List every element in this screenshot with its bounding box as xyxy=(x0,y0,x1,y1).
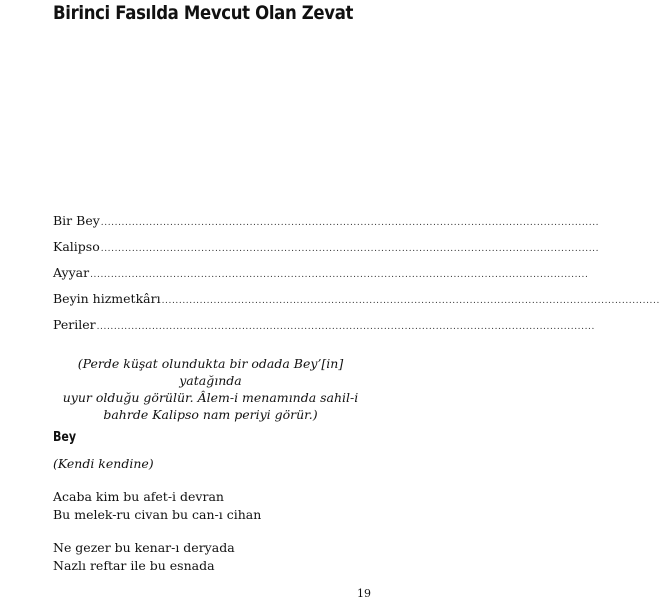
cast-entry xyxy=(53,317,595,343)
verse-stanza xyxy=(53,539,235,575)
chapter-title: Birinci Fasılda Mevcut Olan Zevat xyxy=(53,2,354,24)
stage-direction-line: uyur olduğu görülür. Âlem-i menamında sahil-i xyxy=(62,390,359,405)
verse-line: Nazlı reftar ile bu esnada xyxy=(53,558,215,573)
dot-leader: ................................................................................................................................................ xyxy=(100,244,600,254)
cast-name: Kalipso xyxy=(53,239,100,254)
aside-direction: (Kendi kendine) xyxy=(53,456,154,471)
stage-direction-line: (Perde küşat olundukta bir odada Bey’[in] yatağında xyxy=(77,356,344,388)
verse-stanza xyxy=(53,488,261,524)
verse-line: Acaba kim bu afet-i devran xyxy=(53,489,224,504)
dot-leader: ................................................................................................................................................ xyxy=(161,296,660,306)
cast-entry xyxy=(53,291,660,317)
verse-line: Bu melek-ru civan bu can-ı cihan xyxy=(53,507,262,522)
verse-line: Ne gezer bu kenar-ı deryada xyxy=(53,540,235,555)
cast-entry xyxy=(53,239,600,265)
dot-leader: ................................................................................................................................................ xyxy=(96,322,595,332)
cast-name: Ayyar xyxy=(53,265,90,280)
cast-name: Beyin hizmetkârı xyxy=(53,291,161,306)
page-number: 19 xyxy=(357,587,371,600)
cast-name: Bir Bey xyxy=(53,213,100,228)
speaker-name: Bey xyxy=(53,430,77,445)
stage-direction-line: bahrde Kalipso nam periyi görür.) xyxy=(103,407,318,422)
cast-list xyxy=(53,213,660,343)
dot-leader: ................................................................................................................................................ xyxy=(100,218,600,228)
stage-direction xyxy=(53,355,368,423)
cast-entry xyxy=(53,213,600,239)
cast-name: Periler xyxy=(53,317,96,332)
cast-entry xyxy=(53,265,589,291)
dot-leader: ................................................................................................................................................ xyxy=(90,270,589,280)
